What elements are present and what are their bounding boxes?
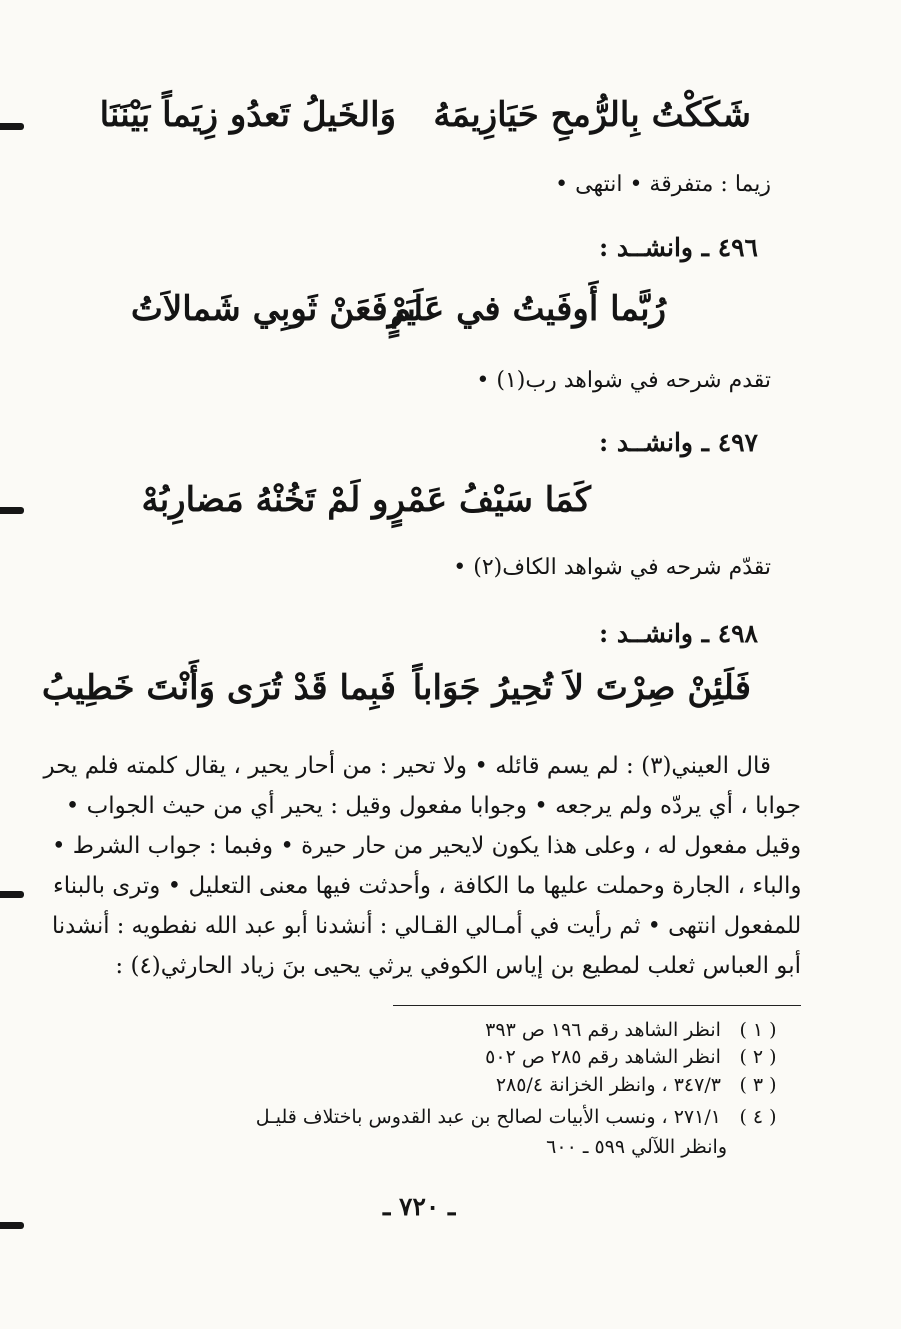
commentary-line: أبو العباس ثعلب لمطيع بن إياس الكوفي يرثي يحيى بنَ زياد الحارثي(٤) : (115, 953, 801, 979)
margin-mark (0, 1222, 24, 1229)
verse-1-first-hemistich: شَكَكْتُ بِالرُّمحِ حَيَازِيمَهُ (433, 95, 751, 135)
footnote-text: انظر الشاهد رقم ١٩٦ ص ٣٩٣ (485, 1019, 721, 1041)
verse-3: كَمَا سَيْفُ عَمْرٍو لَمْ تَخُنْهُ مَضارِبُهْ (141, 480, 591, 520)
footnote-4 (256, 1106, 789, 1128)
footnote-text: ٣٤٧/٣ ، وانظر الخزانة ٢٨٥/٤ (495, 1074, 721, 1096)
note-497: تقدّم شرحه في شواهد الكاف(٢) • (453, 555, 771, 580)
verse-4-second-hemistich: فَبِما قَدْ تُرَى وَأَنْتَ خَطِيبُ (41, 668, 396, 708)
commentary-line: قال العيني(٣) : لم يسم قائله • ولا تحير : من أحار يحير ، يقال كلمته فلم يحر (43, 753, 771, 779)
footnote-4-continuation: وانظر اللآلي ٥٩٩ ـ ٦٠٠ (546, 1136, 727, 1158)
note-496: تقدم شرحه في شواهد رب(١) • (476, 368, 771, 393)
page-number: ـ ٧٢٠ ـ (383, 1192, 456, 1221)
commentary-line: وقيل مفعول له ، وعلى هذا يكون لايحير من حار حيرة • وفبما : جواب الشرط • (51, 833, 801, 859)
heading-496: ٤٩٦ ـ وانشــد : (598, 233, 758, 262)
footnote-number: ( ١ ) (739, 1019, 777, 1041)
footnote-number: ( ٤ ) (739, 1106, 777, 1128)
footnote-1 (485, 1019, 789, 1041)
heading-498: ٤٩٨ ـ وانشــد : (598, 619, 758, 648)
footnote-separator (393, 1005, 801, 1006)
commentary-line: والباء ، الجارة وحملت عليها ما الكافة ، وأحدثت فيها معنى التعليل • وترى بالبناء (52, 873, 801, 899)
footnote-number: ( ٢ ) (739, 1046, 777, 1068)
margin-mark (0, 123, 24, 130)
footnote-text: انظر الشاهد رقم ٢٨٥ ص ٥٠٢ (485, 1046, 721, 1068)
footnote-text: ٢٧١/١ ، ونسب الأبيات لصالح بن عبد القدوس باختلاف قليـل (255, 1106, 721, 1128)
footnote-number: ( ٣ ) (739, 1074, 777, 1096)
margin-mark (0, 507, 24, 514)
margin-mark (0, 891, 24, 898)
commentary-line: جوابا ، أي يردّه ولم يرجعه • وجوابا مفعول وقيل : يحير أي من حيث الجواب • (65, 793, 801, 819)
commentary-line: للمفعول انتهى • ثم رأيت في أمـالي القـالي : أنشدنا أبو عبد الله نفطويه : أنشدنا (51, 913, 801, 939)
footnote-3 (496, 1074, 789, 1096)
verse-1-second-hemistich: وَالخَيلُ تَعدُو زِيَماً بَيْنَنَا (99, 95, 396, 135)
verse-2-second-hemistich: يَرْفَعَنْ ثَوبِي شَمالاَتُ (130, 289, 416, 329)
footnote-2 (485, 1046, 789, 1068)
verse-2-first-hemistich: رُبَّما أَوفَيتُ في عَلَمٍ (390, 289, 666, 329)
gloss-line: زيما : متفرقة • انتهى • (555, 172, 771, 197)
heading-497: ٤٩٧ ـ وانشــد : (598, 428, 758, 457)
verse-4-first-hemistich: فَلَئِنْ صِرْتَ لاَ تُحِيرُ جَوَاباً (412, 668, 751, 708)
